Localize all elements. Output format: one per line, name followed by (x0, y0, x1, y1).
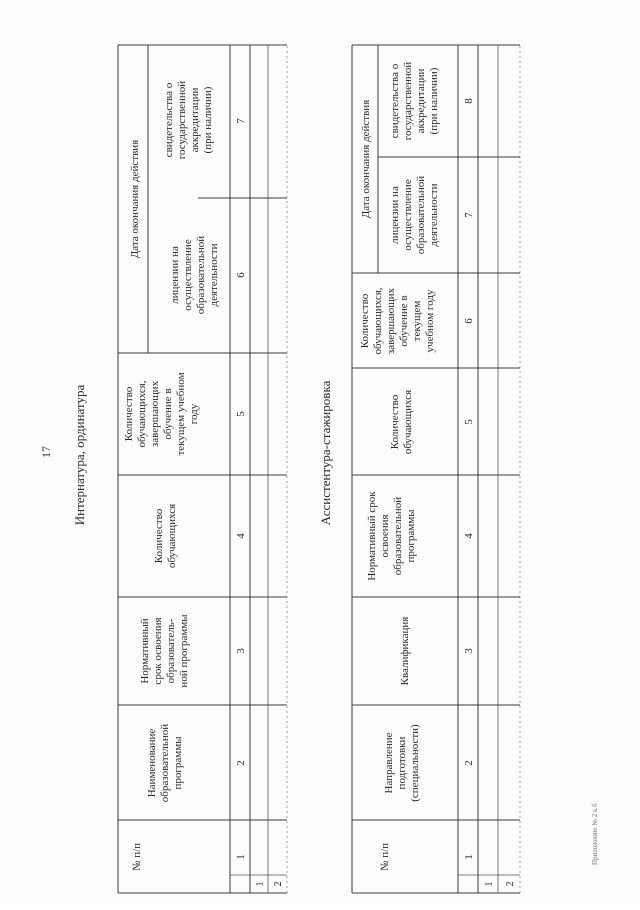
t1-num-header: № п/п (131, 842, 143, 872)
header-line: свидетельства о (163, 82, 175, 158)
header-line: завершающих (385, 287, 397, 355)
column-number: 6 (235, 272, 247, 278)
page-number: 17 (39, 446, 53, 458)
header-line: образовательной (392, 496, 404, 576)
header-line: подготовки (396, 736, 408, 790)
t2-direction-header (383, 724, 421, 802)
table1 (118, 45, 287, 893)
header-line: освоения (379, 514, 391, 558)
header-line: образователь- (165, 618, 177, 684)
column-number: 3 (235, 648, 247, 654)
header-line: обучающихся, (372, 287, 384, 355)
column-number: 7 (235, 118, 247, 124)
header-line: образовательной (159, 723, 171, 803)
column-number: 4 (235, 533, 247, 539)
header-line: ной программы (178, 614, 190, 688)
table2-row-numbers (484, 882, 516, 887)
header-line: (специальности) (409, 724, 421, 802)
column-number: 6 (463, 318, 475, 324)
t2-num-header: № п/п (379, 842, 391, 872)
header-line: обучение в (398, 295, 410, 347)
header-line: текущем (411, 300, 423, 342)
header-line: обучающихся (402, 389, 414, 455)
t2-qualification-header (399, 617, 411, 686)
header-line: осуществление (402, 179, 414, 251)
row-number: 2 (505, 881, 516, 887)
header-line: осуществление (182, 239, 194, 311)
column-number: 8 (463, 98, 475, 104)
t2-license-header (389, 176, 440, 254)
rotated-content (39, 45, 599, 893)
header-line: учебном году (424, 289, 436, 353)
table1-title: Интернатура, ординатура (72, 384, 87, 526)
header-line: завершающих (149, 380, 161, 448)
column-number: 2 (235, 760, 247, 766)
row-number: 1 (255, 881, 266, 887)
column-number: 3 (463, 648, 475, 654)
header-line: аккредитации (189, 87, 201, 153)
header-line: деятельности (428, 183, 440, 247)
column-number: 2 (463, 760, 475, 766)
header-line: Количество (153, 508, 165, 564)
row-number: 1 (484, 881, 495, 887)
column-number: 7 (463, 212, 475, 218)
header-line: образовательной (195, 235, 207, 315)
header-line: Нормативный срок (366, 491, 378, 581)
table2-title: Ассистентура-стажировка (318, 380, 333, 526)
t2-graduating-header (359, 287, 436, 354)
header-line: Направление (383, 732, 395, 794)
t1-program-header (146, 724, 184, 802)
column-number: 5 (463, 419, 475, 425)
header-line: срок освоения (152, 617, 164, 685)
footer-mark: Приложение № 2 к б (591, 803, 599, 865)
column-number: 1 (235, 854, 247, 860)
header-line: обучение в (162, 388, 174, 440)
t1-graduating-header (123, 372, 200, 455)
header-line: образовательной (415, 175, 427, 255)
row-number: 2 (273, 881, 284, 887)
header-line: Нормативный (139, 618, 151, 684)
t1-license-header (169, 236, 220, 314)
t1-term-header (139, 614, 190, 688)
header-line: Количество (359, 293, 371, 349)
column-number: 1 (463, 854, 475, 860)
t2-count-header (389, 390, 414, 454)
header-line: Количество (123, 386, 135, 442)
header-line: программы (172, 736, 184, 790)
table1-row-numbers (255, 882, 284, 887)
t2-accreditation-header (389, 62, 440, 141)
column-number: 4 (463, 533, 475, 539)
header-line: лицензии на (169, 246, 181, 304)
header-line: Наименование (146, 728, 158, 798)
header-line: текущем учебном (175, 372, 187, 456)
header-line: программы (405, 509, 417, 563)
t1-accreditation-header (163, 81, 214, 160)
header-line: государственной (176, 80, 188, 160)
header-line: (при наличии) (428, 67, 440, 135)
t1-expiry-group-header: Дата окончания действия (129, 139, 141, 259)
table2-column-numbers (463, 98, 475, 860)
table1-headers (123, 81, 220, 871)
table2-headers (359, 62, 440, 871)
t2-expiry-group-header: Дата окончания действия (360, 99, 372, 219)
table1-column-numbers (235, 118, 247, 860)
header-line: лицензии на (389, 186, 401, 244)
t1-count-header (153, 504, 178, 568)
header-line: государственной (402, 61, 414, 141)
column-number: 5 (235, 411, 247, 417)
header-line: аккредитации (415, 68, 427, 134)
header-line: деятельности (208, 243, 220, 307)
t2-term-header (366, 491, 417, 581)
header-line: Квалификация (399, 616, 411, 686)
table2 (352, 45, 520, 893)
header-line: Количество (389, 394, 401, 450)
header-line: году (188, 403, 200, 425)
header-line: обучающихся, (136, 380, 148, 448)
header-line: (при наличии) (202, 86, 214, 154)
header-line: свидетельства о (389, 63, 401, 139)
header-line: обучающихся (166, 503, 178, 569)
